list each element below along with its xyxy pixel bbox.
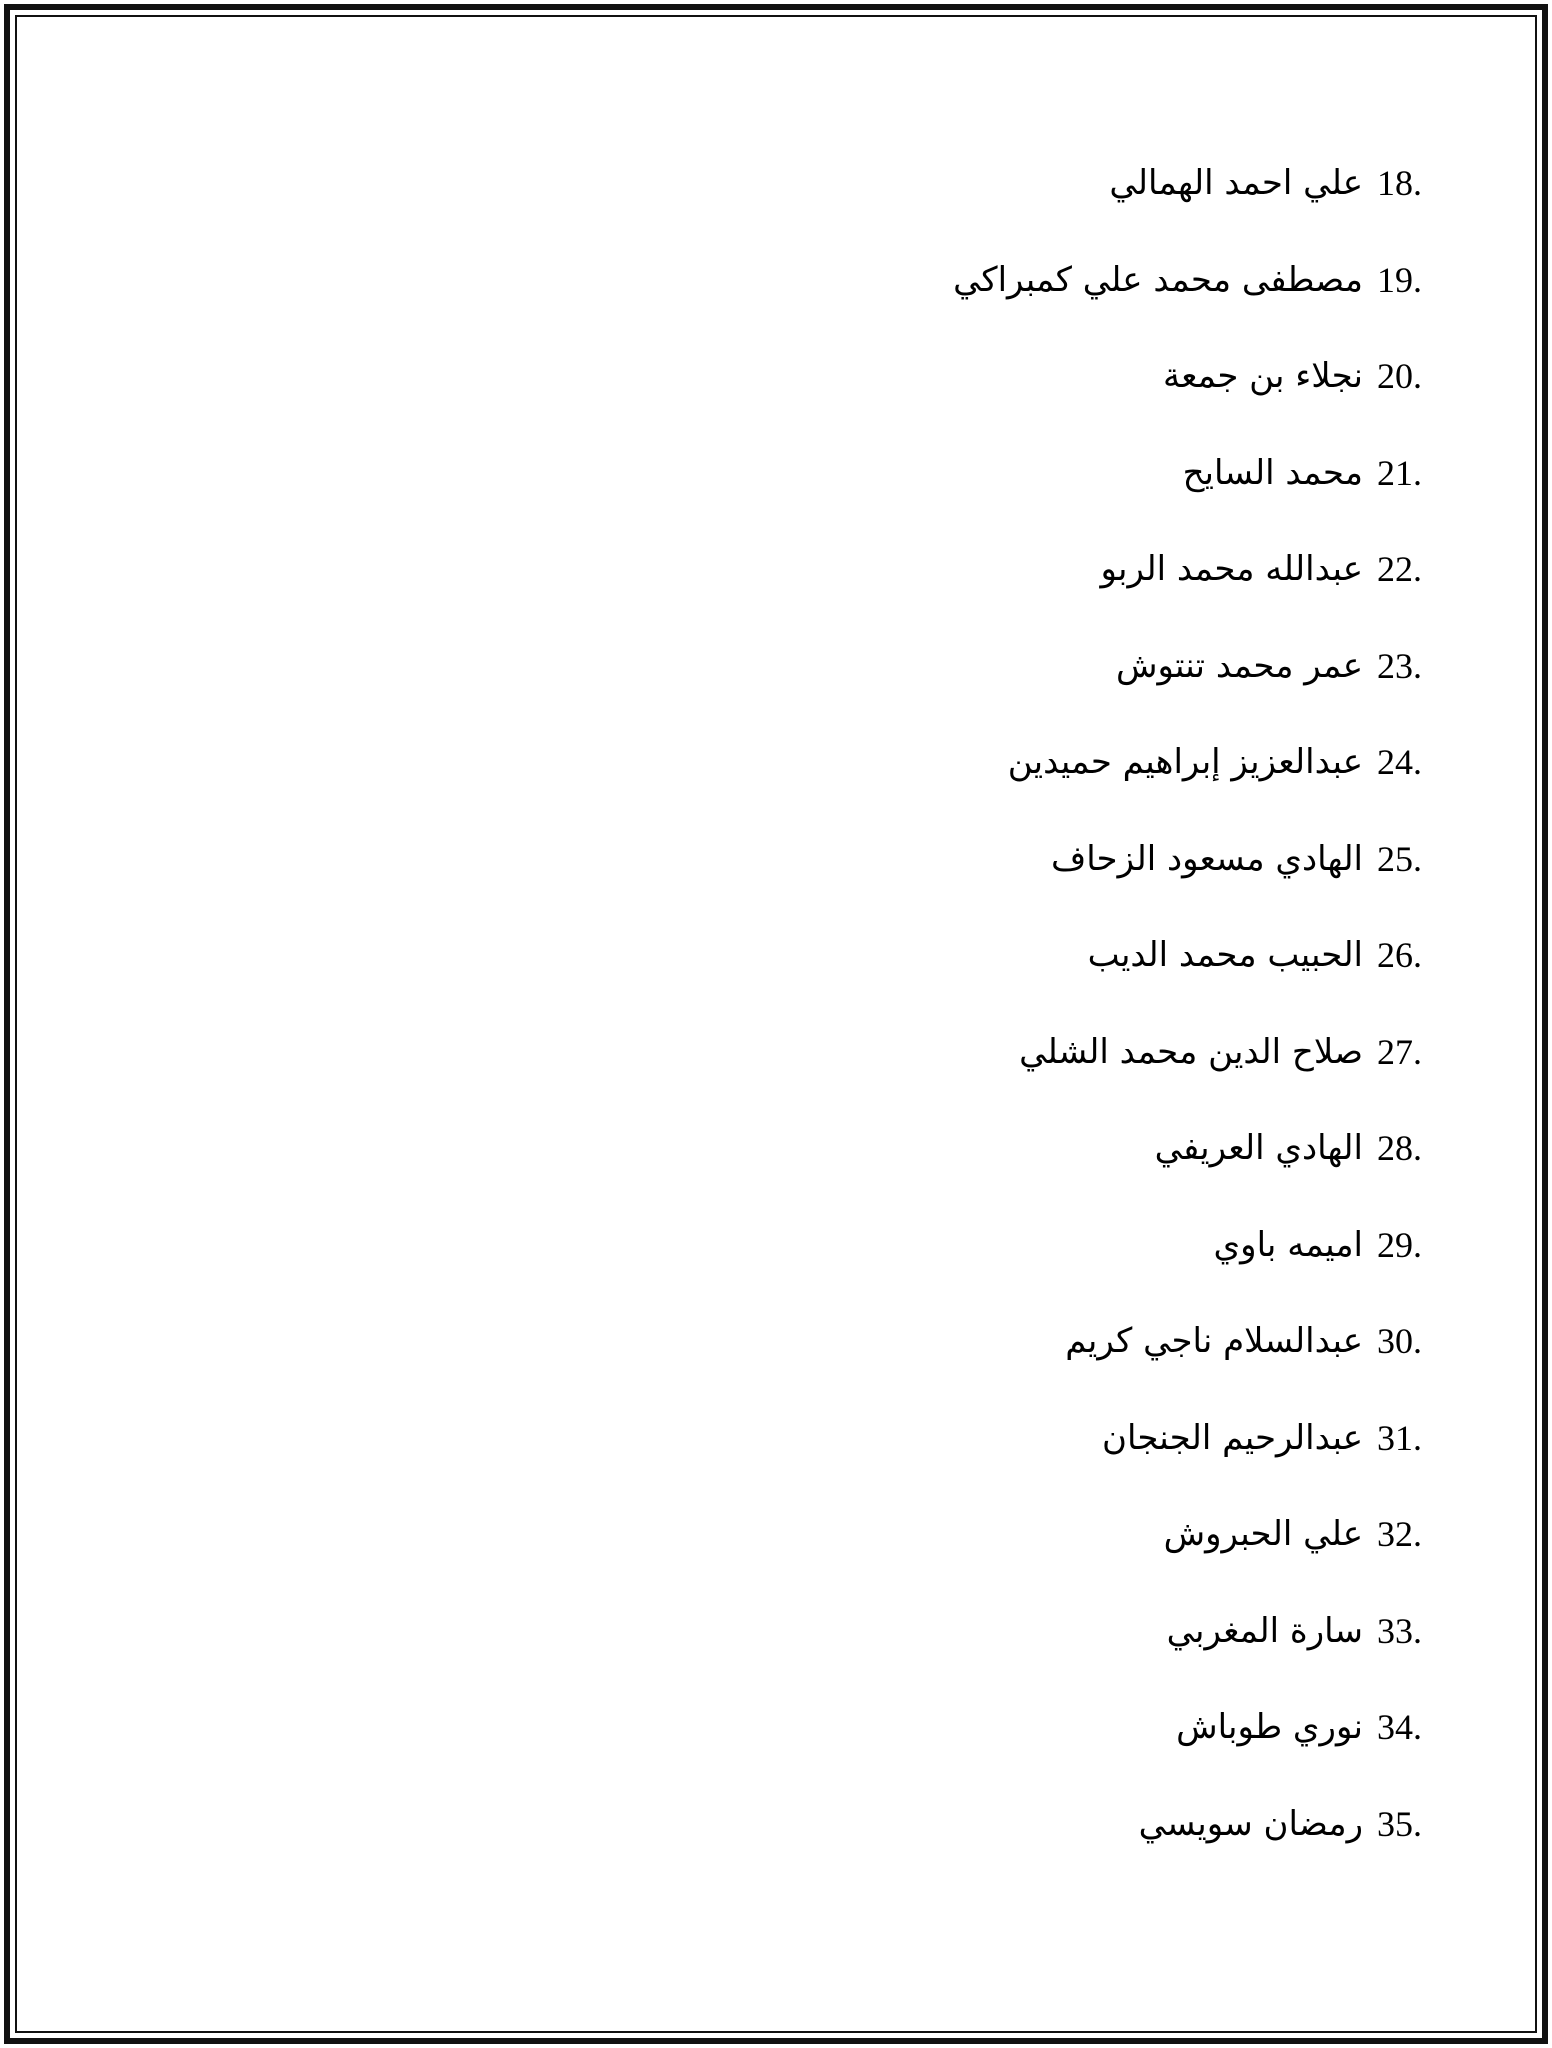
list-item-number: 22. xyxy=(1377,549,1422,590)
list-item xyxy=(953,521,1422,618)
list-item-number: 18. xyxy=(1377,163,1422,204)
list-item-name: اميمه باوي xyxy=(1213,1224,1363,1265)
list-item xyxy=(953,811,1422,908)
list-item-name: علي الحبروش xyxy=(1163,1514,1363,1555)
list-item-number: 20. xyxy=(1377,356,1422,397)
list-item-number: 29. xyxy=(1377,1224,1422,1265)
list-item-number: 27. xyxy=(1377,1031,1422,1072)
list-item-name: الهادي مسعود الزحاف xyxy=(1050,838,1363,879)
list-item-name: نجلاء بن جمعة xyxy=(1163,356,1363,397)
list-item-number: 25. xyxy=(1377,838,1422,879)
names-list xyxy=(953,135,1422,1872)
list-item xyxy=(953,1100,1422,1197)
list-item-number: 23. xyxy=(1377,645,1422,686)
list-item xyxy=(953,232,1422,329)
list-item xyxy=(953,135,1422,232)
list-item-name: عبدالسلام ناجي كريم xyxy=(1065,1321,1363,1362)
list-item-number: 30. xyxy=(1377,1321,1422,1362)
list-item xyxy=(953,1390,1422,1487)
list-item-number: 35. xyxy=(1377,1803,1422,1844)
list-item-number: 34. xyxy=(1377,1707,1422,1748)
list-item-name: نوري طوباش xyxy=(1176,1707,1363,1748)
list-item-name: الهادي العريفي xyxy=(1154,1128,1363,1169)
list-item-number: 19. xyxy=(1377,259,1422,300)
list-item xyxy=(953,425,1422,522)
list-item xyxy=(953,1679,1422,1776)
list-item-number: 32. xyxy=(1377,1514,1422,1555)
list-item xyxy=(953,618,1422,715)
list-item xyxy=(953,1197,1422,1294)
list-item-number: 26. xyxy=(1377,935,1422,976)
list-item-name: محمد السايح xyxy=(1182,452,1363,493)
list-item-name: عمر محمد تنتوش xyxy=(1115,645,1363,686)
list-item xyxy=(953,328,1422,425)
list-item-name: عبدالعزيز إبراهيم حميدين xyxy=(1007,742,1363,783)
list-item-name: الحبيب محمد الديب xyxy=(1087,935,1363,976)
list-item-number: 24. xyxy=(1377,742,1422,783)
list-item xyxy=(953,1004,1422,1101)
list-item xyxy=(953,1776,1422,1873)
list-item-name: سارة المغربي xyxy=(1166,1610,1363,1651)
list-item-name: علي احمد الهمالي xyxy=(1109,163,1363,204)
list-item-number: 31. xyxy=(1377,1417,1422,1458)
list-item-number: 33. xyxy=(1377,1610,1422,1651)
list-item-name: صلاح الدين محمد الشلي xyxy=(1019,1031,1363,1072)
list-item xyxy=(953,1293,1422,1390)
list-item xyxy=(953,714,1422,811)
list-item-name: مصطفى محمد علي كمبراكي xyxy=(953,259,1363,300)
list-item xyxy=(953,907,1422,1004)
list-item-name: رمضان سويسي xyxy=(1138,1803,1363,1844)
list-item-name: عبدالرحيم الجنجان xyxy=(1102,1417,1363,1458)
list-item-name: عبدالله محمد الربو xyxy=(1100,549,1363,590)
list-item xyxy=(953,1486,1422,1583)
list-item-number: 21. xyxy=(1377,452,1422,493)
list-item xyxy=(953,1583,1422,1680)
list-item-number: 28. xyxy=(1377,1128,1422,1169)
